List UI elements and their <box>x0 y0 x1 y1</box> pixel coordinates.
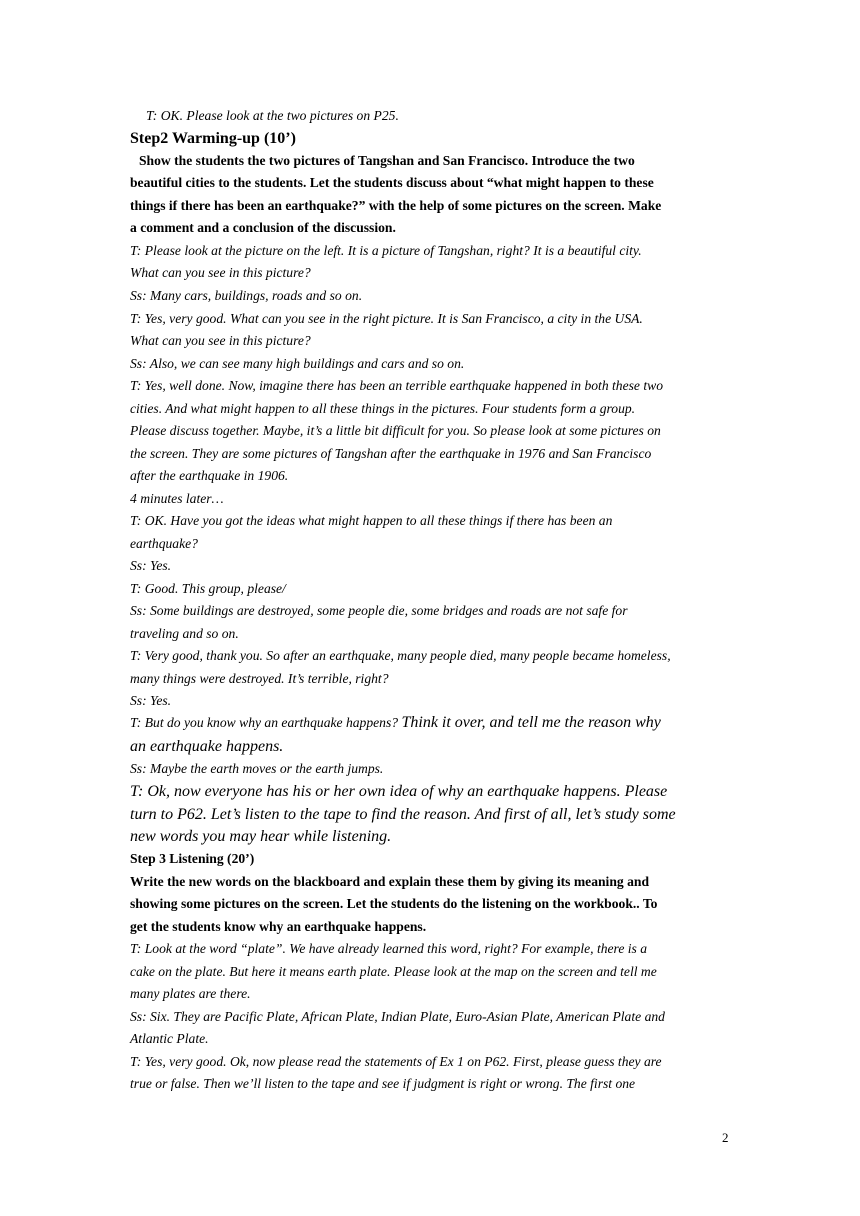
dialogue-line: What can you see in this picture? <box>130 265 311 280</box>
dialogue-line: after the earthquake in 1906. <box>130 468 289 483</box>
dialogue-line: T: Ok, now everyone has his or her own idea of why an earthquake happens. Please <box>130 783 668 800</box>
dialogue-line: T: Very good, thank you. So after an earthquake, many people died, many people became homeless, <box>130 648 671 663</box>
dialogue-line: T: OK. Please look at the two pictures on P25. <box>146 108 399 123</box>
dialogue-line: What can you see in this picture? <box>130 333 311 348</box>
dialogue-line: T: Please look at the picture on the left. It is a picture of Tangshan, right? It is a beautiful city. <box>130 243 642 258</box>
dialogue-line: Ss: Some buildings are destroyed, some people die, some bridges and roads are not safe for <box>130 603 628 618</box>
dialogue-line: turn to P62. Let’s listen to the tape to find the reason. And first of all, let’s study some <box>130 806 676 823</box>
bold-line: things if there has been an earthquake?” with the help of some pictures on the screen. Make <box>130 198 662 213</box>
dialogue-line: Ss: Six. They are Pacific Plate, African Plate, Indian Plate, Euro-Asian Plate, American Plate and <box>130 1009 665 1024</box>
dialogue-line: T: Good. This group, please/ <box>130 581 286 596</box>
dialogue-line: cake on the plate. But here it means earth plate. Please look at the map on the screen and tell me <box>130 964 657 979</box>
dialogue-line: earthquake? <box>130 536 198 551</box>
dialogue-line: Please discuss together. Maybe, it’s a little bit difficult for you. So please look at some pictures on <box>130 423 661 438</box>
dialogue-line: T: Yes, well done. Now, imagine there has been an terrible earthquake happened in both these two <box>130 378 663 393</box>
page-number: 2 <box>722 1130 729 1145</box>
bold-line: beautiful cities to the students. Let the students discuss about “what might happen to these <box>130 175 654 190</box>
dialogue-line: T: OK. Have you got the ideas what might happen to all these things if there has been an <box>130 513 613 528</box>
dialogue-line: Ss: Many cars, buildings, roads and so on. <box>130 288 363 303</box>
dialogue-line: many things were destroyed. It’s terrible, right? <box>130 671 389 686</box>
bold-line: a comment and a conclusion of the discussion. <box>130 220 396 235</box>
bold-line: showing some pictures on the screen. Let the students do the listening on the workbook.. To <box>130 896 658 911</box>
dialogue-line: T: Yes, very good. Ok, now please read the statements of Ex 1 on P62. First, please guess they are <box>130 1054 662 1069</box>
dialogue-line: Ss: Yes. <box>130 558 172 573</box>
dialogue-line: T: Look at the word “plate”. We have already learned this word, right? For example, there is a <box>130 941 648 956</box>
dialogue-line: Ss: Yes. <box>130 693 172 708</box>
dialogue-line: cities. And what might happen to all these things in the pictures. Four students form a group. <box>130 401 636 416</box>
dialogue-line: an earthquake happens. <box>130 738 284 755</box>
dialogue-line: Atlantic Plate. <box>130 1031 209 1046</box>
dialogue-line: many plates are there. <box>130 986 251 1001</box>
dialogue-line: 4 minutes later… <box>130 491 224 506</box>
bold-line: Write the new words on the blackboard and explain these them by giving its meaning and <box>130 874 650 889</box>
dialogue-line: true or false. Then we’ll listen to the tape and see if judgment is right or wrong. The first one <box>130 1076 636 1091</box>
bold-line: Step 3 Listening (20’) <box>130 851 255 866</box>
bold-line: Step2 Warming-up (10’) <box>130 130 296 147</box>
bold-line: Show the students the two pictures of Tangshan and San Francisco. Introduce the two <box>139 153 635 168</box>
dialogue-line: traveling and so on. <box>130 626 239 641</box>
dialogue-line: the screen. They are some pictures of Tangshan after the earthquake in 1976 and San Francisco <box>130 446 652 461</box>
bold-line: get the students know why an earthquake happens. <box>130 919 427 934</box>
dialogue-line: new words you may hear while listening. <box>130 828 392 845</box>
dialogue-line: T: Yes, very good. What can you see in the right picture. It is San Francisco, a city in the USA. <box>130 311 643 326</box>
dialogue-line: T: But do you know why an earthquake happens? Think it over, and tell me the reason why <box>130 714 661 731</box>
dialogue-line: Ss: Also, we can see many high buildings and cars and so on. <box>130 356 465 371</box>
dialogue-line: Ss: Maybe the earth moves or the earth jumps. <box>130 761 384 776</box>
